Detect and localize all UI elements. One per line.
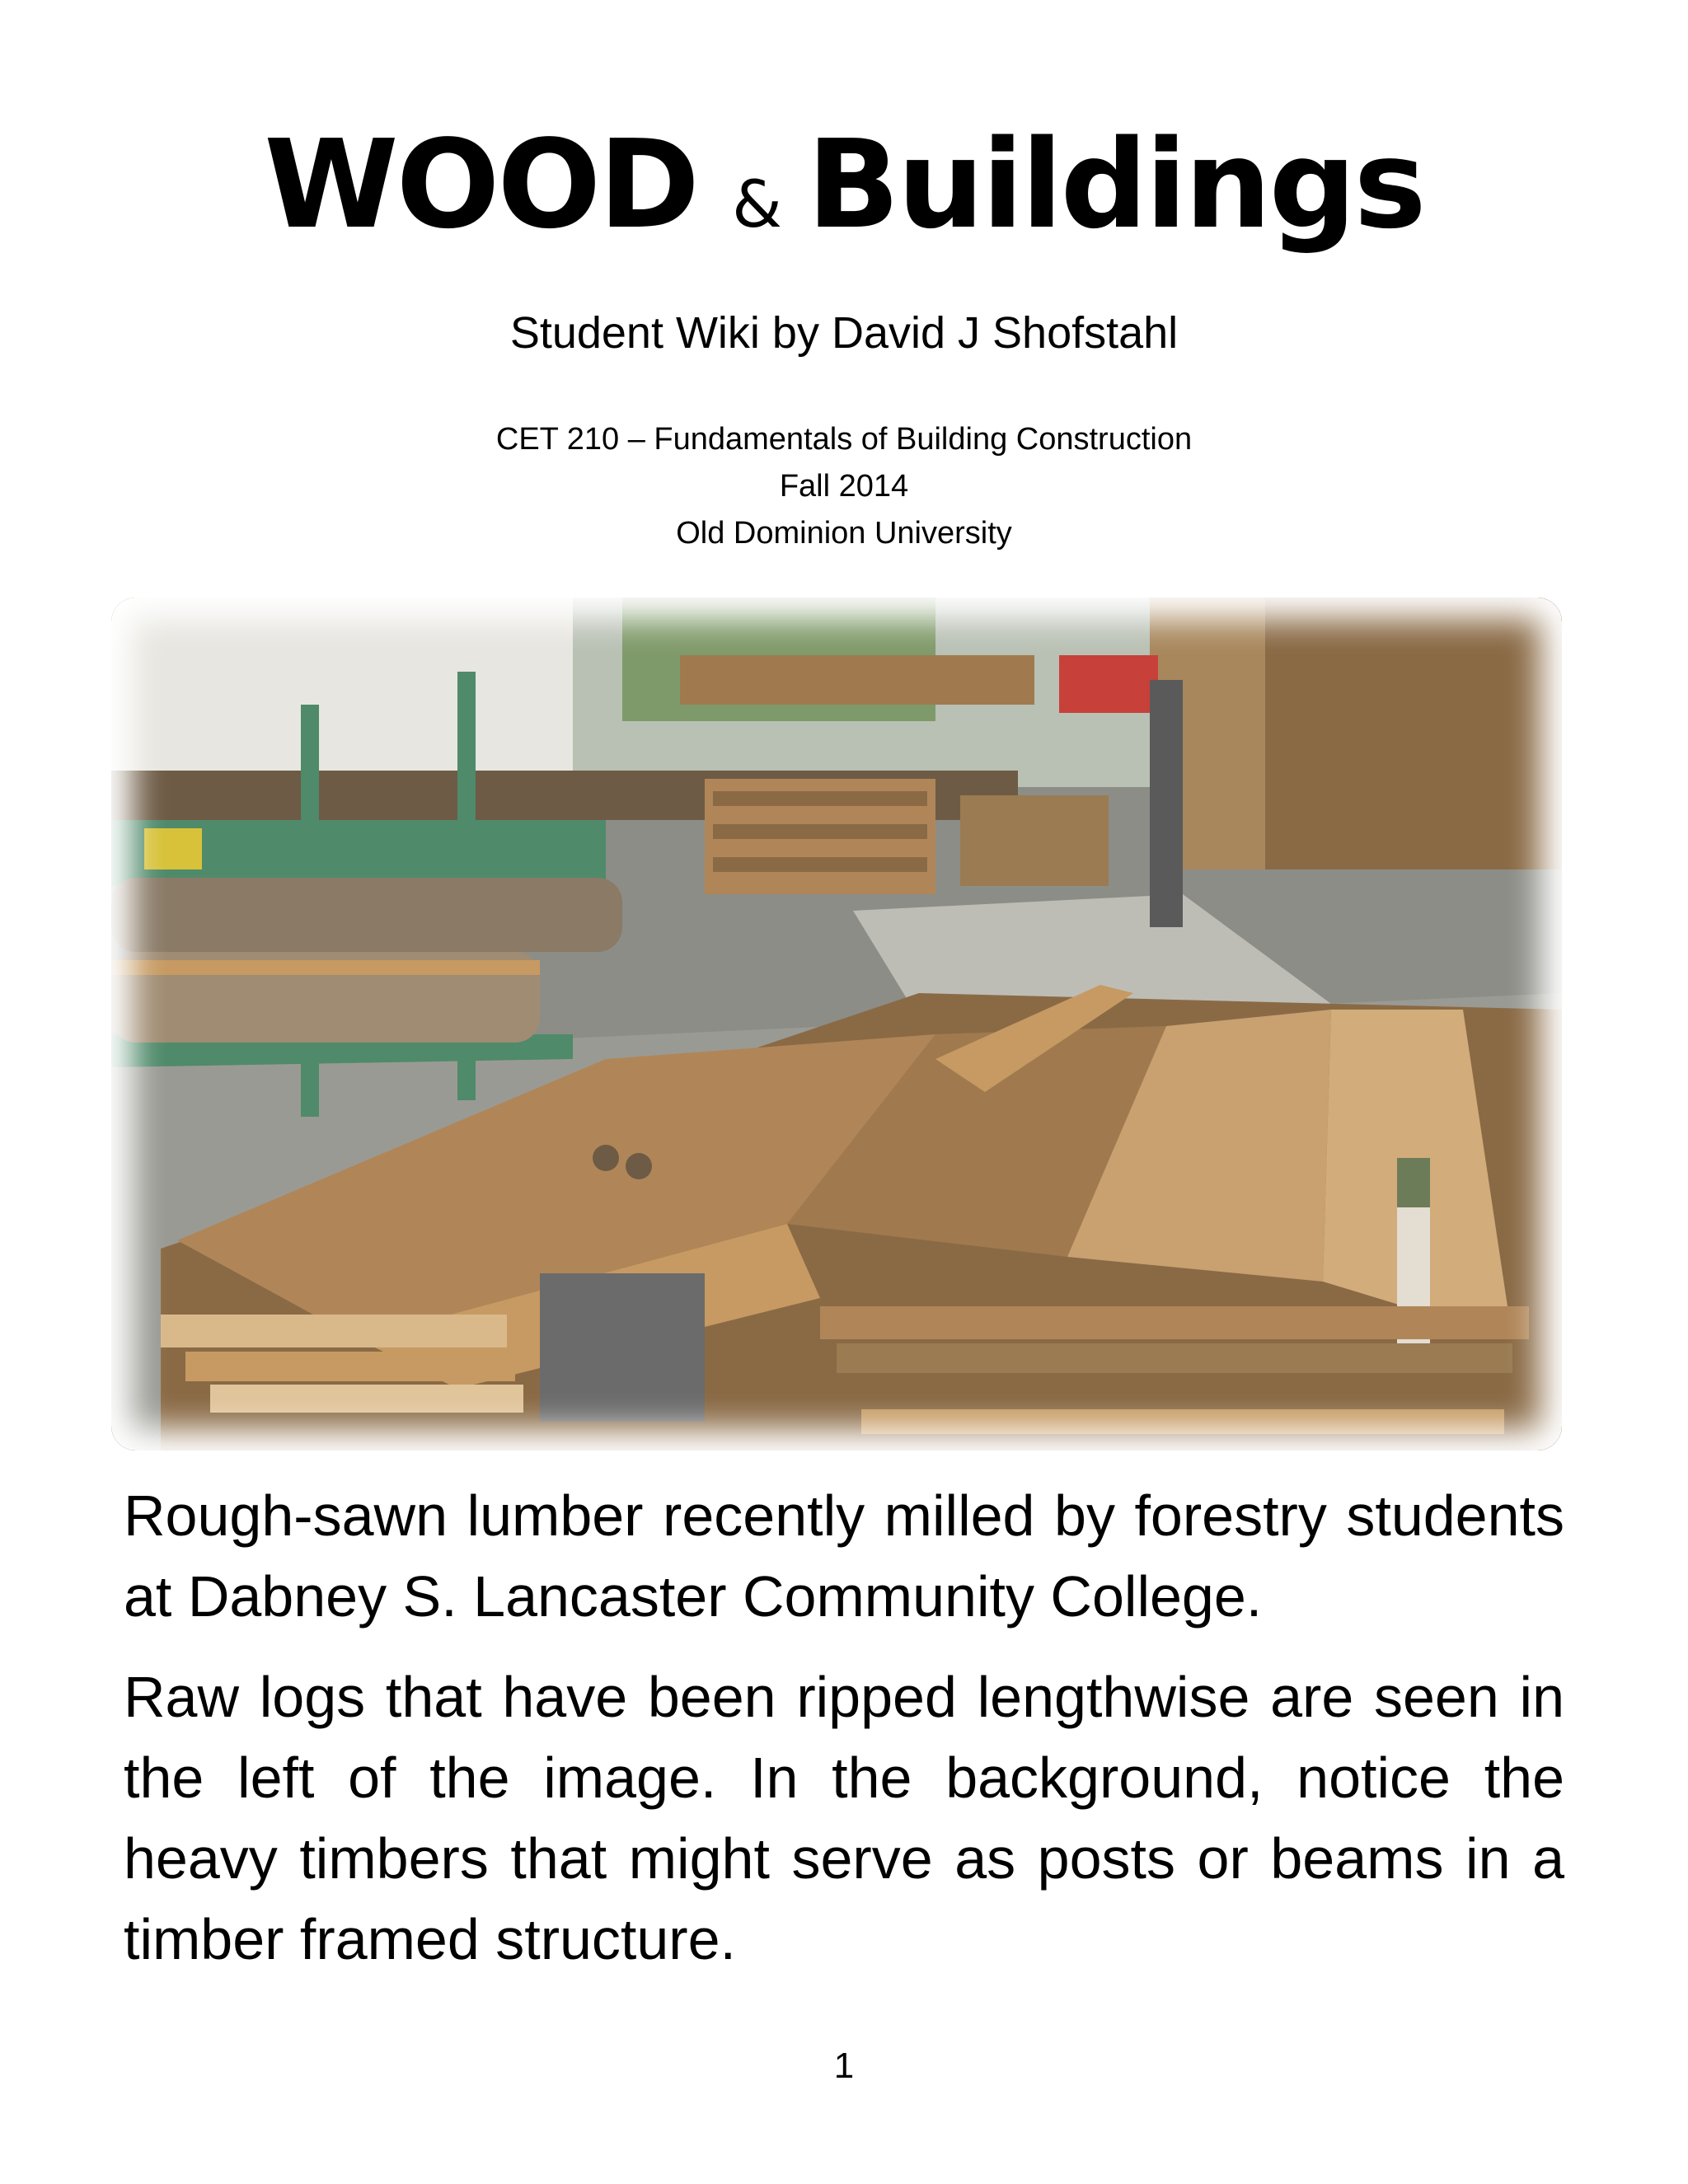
lumber-photo xyxy=(111,598,1562,1451)
page-title xyxy=(0,114,1688,255)
course-name: CET 210 – Fundamentals of Building Construction xyxy=(495,422,1193,457)
author-line: Student Wiki by David J Shofstahl xyxy=(509,308,1179,358)
title-word-buildings: Buildings xyxy=(806,114,1424,255)
caption-paragraph-2: Raw logs that have been ripped lengthwise are seen in the left of the image. In the background, notice the heavy timbers that might serve as posts or beams in a timber framed structure. xyxy=(124,1665,1564,1971)
institution-name: Old Dominion University xyxy=(676,516,1012,551)
title-word-wood: WOOD xyxy=(264,114,698,255)
course-term: Fall 2014 xyxy=(779,469,909,504)
lumber-photo-illustration xyxy=(111,598,1562,1451)
course-info xyxy=(0,416,1688,557)
page-number: 1 xyxy=(833,2046,855,2086)
title-ampersand: & xyxy=(732,168,782,242)
caption-paragraph-1: Rough-sawn lumber recently milled by forestry students at Dabney S. Lancaster Community College. xyxy=(124,1483,1564,1629)
